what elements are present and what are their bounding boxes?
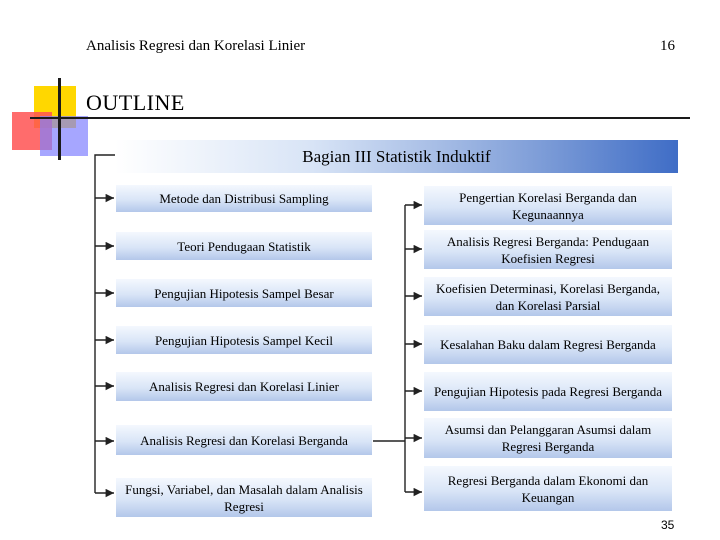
left-item-7: Fungsi, Variabel, dan Masalah dalam Analisis Regresi	[116, 478, 372, 517]
left-item-6: Analisis Regresi dan Korelasi Berganda	[116, 425, 372, 455]
left-item-3: Pengujian Hipotesis Sampel Besar	[116, 279, 372, 307]
left-item-2: Teori Pendugaan Statistik	[116, 232, 372, 260]
left-item-5: Analisis Regresi dan Korelasi Linier	[116, 372, 372, 401]
right-item-5: Pengujian Hipotesis pada Regresi Berganda	[424, 372, 672, 411]
left-item-4: Pengujian Hipotesis Sampel Kecil	[116, 326, 372, 354]
banner-label: Bagian III Statistik Induktif	[302, 146, 491, 166]
slide-number: 35	[661, 518, 675, 532]
right-item-3: Koefisien Determinasi, Korelasi Berganda, dan Korelasi Parsial	[424, 277, 672, 316]
right-item-6: Asumsi dan Pelanggaran Asumsi dalam Regresi Berganda	[424, 418, 672, 458]
right-item-1: Pengertian Korelasi Berganda dan Kegunaannya	[424, 186, 672, 225]
right-item-4: Kesalahan Baku dalam Regresi Berganda	[424, 325, 672, 364]
outline-heading: OUTLINE	[86, 90, 185, 115]
header-title: Analisis Regresi dan Korelasi Linier	[86, 38, 306, 54]
right-item-2: Analisis Regresi Berganda: Pendugaan Koefisien Regresi	[424, 230, 672, 269]
right-item-7: Regresi Berganda dalam Ekonomi dan Keuangan	[424, 466, 672, 511]
left-item-1: Metode dan Distribusi Sampling	[116, 185, 372, 212]
header-page-number: 16	[660, 38, 675, 54]
